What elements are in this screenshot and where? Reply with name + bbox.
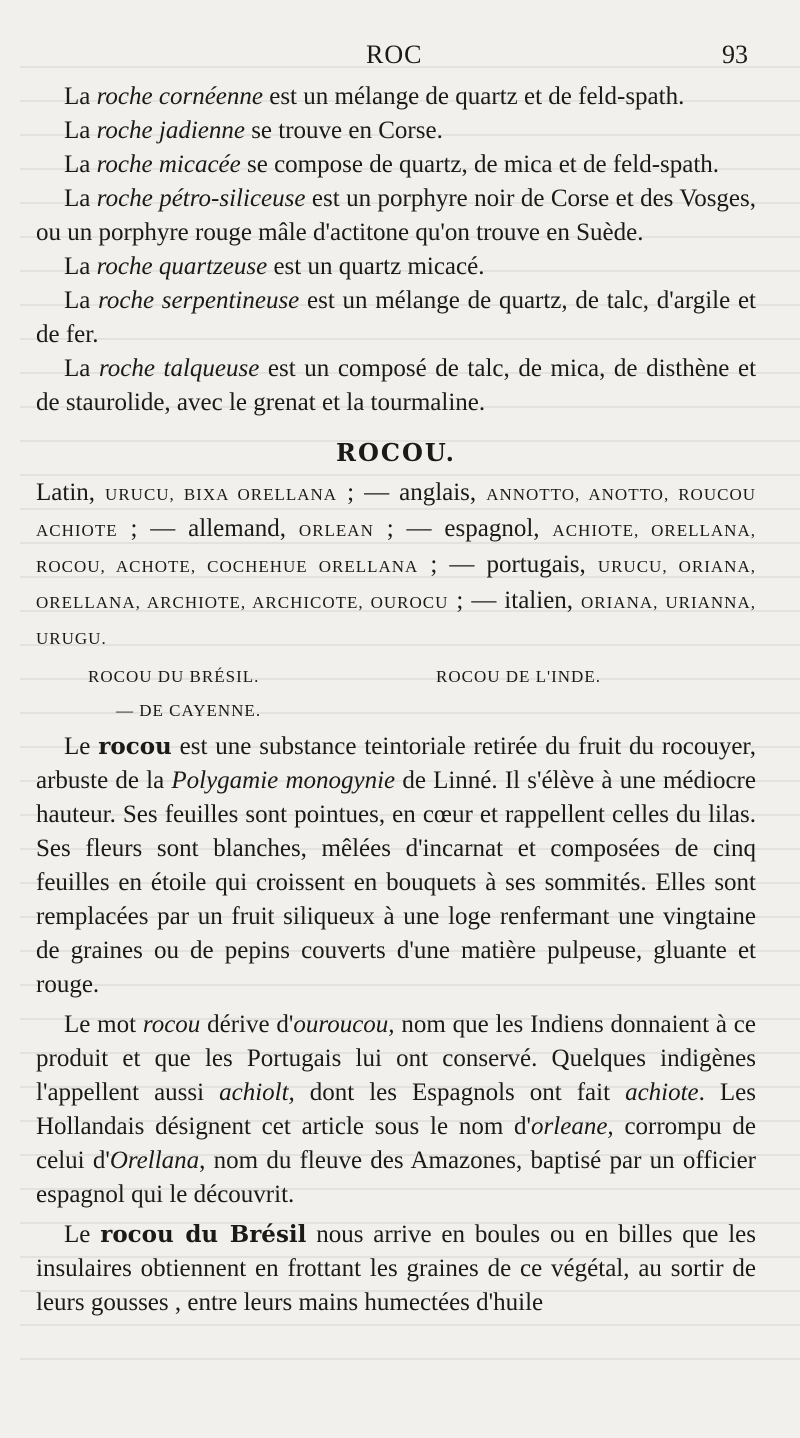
synonym-list: URUCU, BIXA ORELLANA [105, 485, 338, 504]
text-run: dérive d' [200, 1011, 294, 1038]
text-run: dont les Espagnols ont fait [294, 1079, 626, 1106]
text-run: La [64, 151, 97, 178]
term-italic: roche jadienne [96, 117, 245, 144]
running-header-title: ROC [366, 40, 423, 69]
text-run: La [64, 287, 99, 314]
text-run: est un composé de talc, de mica, de disthène et de staurolide, avec le grenat et la tourmaline. [36, 355, 757, 416]
paragraph-rocou-bresil [36, 1218, 756, 1320]
text-run: nous arrive en boules ou en billes que les insulaires obtiennent en frottant les graines de ce végétal, au sortir de leurs gousses , entre leurs mains humectées d'huile [36, 1221, 756, 1316]
variety-cayenne: — DE CAYENNE. [116, 701, 262, 720]
text-run: ; — anglais, [337, 479, 487, 506]
text-run: La [64, 185, 97, 212]
text-run: La [64, 253, 97, 280]
synonym-list: ACHIOTE, ORELLANA, ROCOU, ACHOTE, COCHEHUE ORELLANA [36, 521, 756, 576]
paragraph-roche-corneenne [36, 80, 756, 114]
text-run: se compose de quartz, de mica et de feld-spath. [240, 151, 720, 178]
text-run: La [64, 355, 99, 382]
text-run: . Les Hollandais désignent cet article sous le nom d' [36, 1079, 757, 1140]
term-italic: rocou [142, 1011, 201, 1038]
text-run: La [64, 83, 97, 110]
text-run: de Linné. Il s'élève à une médiocre hauteur. Ses feuilles sont pointues, en cœur et rappellent celles du lilas. Ses fleurs sont blanches, mêlées d'incarnat et composées de cinq feuilles en étoile qui croissent en bouquets à ses sommités. Elles sont remplacées par un fruit siliqueux à une loge renfermant une vingtaine de graines ou de pepins couverts d'une matière pulpeuse, gluante et rouge. [36, 767, 756, 998]
text-run: corrompu de celui d' [36, 1113, 756, 1174]
text-run: Le [64, 1221, 101, 1248]
body-text [36, 80, 756, 1320]
synonyms-paragraph [36, 476, 756, 656]
text-run: Latin, [36, 479, 106, 506]
term-italic: roche pétro-siliceuse [96, 185, 306, 212]
synonym-list: ORLEAN [298, 521, 374, 540]
term-italic: roche micacée [96, 151, 241, 178]
paragraph-roche-serpentineuse [36, 284, 756, 352]
synonym-list: URUCU, ORIANA, ORELLANA, ARCHIOTE, ARCHICOTE, OUROCU [36, 557, 756, 612]
page-number: 93 [722, 40, 748, 69]
variety-bresil: ROCOU DU BRÉSIL. [88, 667, 260, 686]
paragraph-roche-quartzeuse [36, 250, 756, 284]
variety-inde: ROCOU DE L'INDE. [436, 667, 601, 686]
synonym-list: ANNOTTO, ANOTTO, ROUCOU ACHIOTE [36, 485, 756, 540]
text-run: nom que les Indiens donnaient à ce produit et que les Portugais lui ont conservé. Quelques indigènes l'appellent aussi [36, 1011, 756, 1106]
text-run: La [64, 117, 97, 144]
paragraph-roche-micacee [36, 148, 756, 182]
paragraph-rocou-description [36, 730, 756, 1002]
term-italic: ouroucou, [293, 1011, 395, 1038]
synonym-list: ORIANA, URIANNA, URUGU. [36, 593, 756, 648]
paragraph-rocou-etymology [36, 1008, 756, 1212]
section-heading-rocou: ROCOU. [336, 438, 456, 467]
text-run: est un mélange de quartz et de feld-spath. [262, 83, 685, 110]
text-run: est un mélange de quartz, de talc, d'argile et de fer. [36, 287, 756, 348]
text-run: Le mot [64, 1011, 143, 1038]
term-italic: achiolt, [219, 1079, 295, 1106]
paragraph-roche-talqueuse [36, 352, 756, 420]
text-run: ; — allemand, [117, 515, 299, 542]
text-run: est une substance teintoriale retirée du fruit du rocouyer, arbuste de la [36, 733, 756, 794]
term-bold: rocou [98, 733, 172, 760]
term-italic: roche talqueuse [98, 355, 260, 382]
term-italic: roche quartzeuse [96, 253, 268, 280]
varieties-list [36, 656, 756, 724]
text-run: est un quartz micacé. [267, 253, 485, 280]
term-italic: Polygamie monogynie [171, 767, 396, 794]
text-run: se trouve en Corse. [244, 117, 443, 144]
text-run: , nom du fleuve des Amazones, baptisé par un officier espagnol qui le découvrit. [36, 1147, 756, 1208]
term-italic: roche cornéenne [96, 83, 263, 110]
term-italic: Orellana [109, 1147, 200, 1174]
term-italic: orleane, [531, 1113, 614, 1140]
text-run: Le [64, 733, 99, 760]
text-run: ; — italien, [448, 587, 582, 614]
paragraph-roche-petro-siliceuse [36, 182, 756, 250]
text-run: ; — espagnol, [373, 515, 553, 542]
term-italic: achiote [625, 1079, 699, 1106]
term-bold: rocou du Brésil [100, 1221, 307, 1248]
text-run: ; — portugais, [418, 551, 598, 578]
paragraph-roche-jadienne [36, 114, 756, 148]
term-italic: roche serpentineuse [98, 287, 300, 314]
text-run: est un porphyre noir de Corse et des Vosges, ou un porphyre rouge mâle d'actitone qu'on trouve en Suède. [36, 185, 757, 246]
